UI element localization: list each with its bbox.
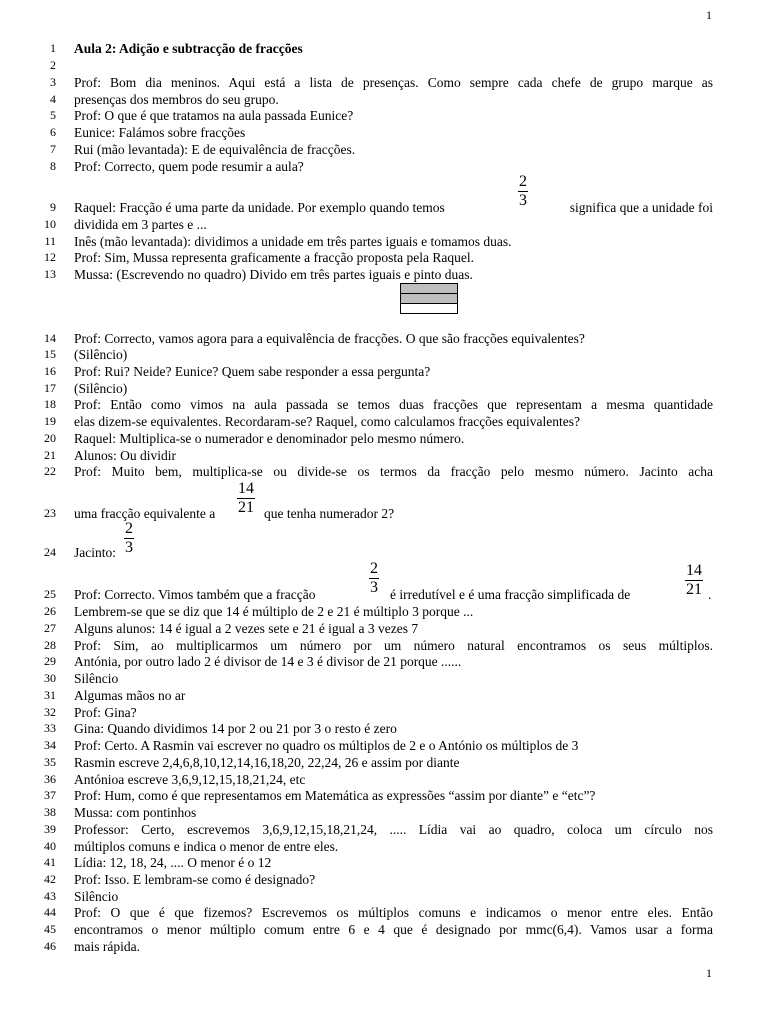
line-text: Lembrem-se que se diz que 14 é múltiplo de 2 e 21 é múltiplo 3 porque ...	[74, 604, 474, 619]
transcript-line	[0, 737, 768, 754]
line-text: elas dizem-se equivalentes. Recordaram-se? Raquel, como calculamos fracções equivalentes?	[74, 414, 581, 429]
line-text: mais rápida.	[74, 939, 140, 954]
transcript-line	[0, 330, 768, 347]
fraction-numerator: 14	[238, 480, 254, 497]
line-number: 18	[44, 397, 56, 411]
line-number: 34	[44, 738, 56, 752]
transcript-line	[0, 904, 768, 921]
line-number: 35	[44, 755, 56, 769]
line-text: significa que a unidade foi	[569, 200, 713, 215]
page-number-bottom: 1	[706, 966, 712, 980]
line-number: 31	[44, 688, 56, 702]
line-number: 9	[50, 200, 56, 214]
line-text: Prof: Certo. A Rasmin vai escrever no quadro os múltiplos de 2 e o António os múltiplos de 3	[74, 738, 579, 753]
transcript-line	[0, 871, 768, 888]
lesson-title: Aula 2: Adição e subtracção de fracções	[74, 41, 303, 56]
transcript-line	[0, 124, 768, 141]
line-text: Raquel: Fracção é uma parte da unidade. Por exemplo quando temos	[74, 200, 445, 215]
transcript-line	[0, 787, 768, 804]
line-number: 26	[44, 604, 56, 618]
line-number: 46	[44, 939, 56, 953]
transcript-line	[0, 447, 768, 464]
transcript-line	[0, 413, 768, 430]
transcript-line	[0, 620, 768, 637]
fraction-denominator: 21	[238, 499, 254, 516]
line-text: Rasmin escreve 2,4,6,8,10,12,14,16,18,20, 22,24, 26 e assim por diante	[74, 755, 460, 770]
line-text: Eunice: Falámos sobre fracções	[74, 125, 246, 140]
transcript-line	[0, 838, 768, 855]
line-text: Alunos: Ou dividir	[74, 448, 177, 463]
line-text: Professor: Certo, escrevemos 3,6,9,12,15,18,21,24, ..... Lídia vai ao quadro, coloca um círculo nos	[74, 822, 713, 837]
line-text: Mussa: (Escrevendo no quadro) Divido em três partes iguais e pinto duas.	[74, 267, 473, 282]
transcript-line	[0, 653, 768, 670]
transcript-line	[0, 888, 768, 905]
transcript-line	[0, 637, 768, 654]
transcript-line	[0, 603, 768, 620]
line-number: 39	[44, 822, 56, 836]
transcript-line	[0, 249, 768, 266]
fraction-diagram	[400, 283, 458, 314]
line-text: Inês (mão levantada): dividimos a unidade em três partes iguais e tomamos duas.	[74, 234, 512, 249]
fraction-numerator: 14	[686, 562, 702, 579]
line-number: 24	[44, 545, 56, 559]
transcript-line	[0, 670, 768, 687]
line-number: 29	[44, 654, 56, 668]
line-number: 3	[50, 75, 56, 89]
transcript-line	[0, 505, 768, 522]
line-text: dividida em 3 partes e ...	[74, 217, 207, 232]
line-number: 20	[44, 431, 56, 445]
diagram-part-shaded	[401, 284, 457, 294]
transcript-line	[0, 720, 768, 737]
transcript-line	[0, 363, 768, 380]
fraction-denominator: 3	[370, 579, 378, 596]
line-number: 37	[44, 788, 56, 802]
line-number: 27	[44, 621, 56, 635]
line-text: Prof: Hum, como é que representamos em Matemática as expressões “assim por diante” e “etc”?	[74, 788, 596, 803]
line-number: 42	[44, 872, 56, 886]
line-text: que tenha numerador 2?	[264, 506, 395, 521]
line-text: Prof: Bom dia meninos. Aqui está a lista de presenças. Como sempre cada chefe de grupo marque as	[74, 75, 713, 90]
line-text: Rui (mão levantada): E de equivalência de fracções.	[74, 142, 356, 157]
line-number: 2	[50, 58, 56, 72]
line-number: 12	[44, 250, 56, 264]
line-number: 33	[44, 721, 56, 735]
line-number: 15	[44, 347, 56, 361]
line-text: Jacinto:	[74, 545, 116, 560]
transcript-line	[0, 40, 768, 57]
line-text: Antónioa escreve 3,6,9,12,15,18,21,24, etc	[74, 772, 306, 787]
line-text: Prof: Isso. E lembram-se como é designado?	[74, 872, 316, 887]
transcript-line	[0, 544, 768, 561]
line-number: 17	[44, 381, 56, 395]
line-text: (Silêncio)	[74, 381, 128, 396]
transcript-line	[0, 216, 768, 233]
line-text: Alguns alunos: 14 é igual a 2 vezes sete e 21 é igual a 3 vezes 7	[74, 621, 419, 636]
line-text: Mussa: com pontinhos	[74, 805, 197, 820]
line-number: 30	[44, 671, 56, 685]
transcript-line	[0, 266, 768, 283]
transcript-line	[0, 771, 768, 788]
line-text: é irredutível e é uma fracção simplificada de	[390, 587, 631, 602]
transcript-line	[0, 938, 768, 955]
line-number: 28	[44, 638, 56, 652]
fraction-denominator: 3	[125, 539, 133, 556]
line-number: 19	[44, 414, 56, 428]
line-text: Prof: Sim, Mussa representa graficamente a fracção proposta pela Raquel.	[74, 250, 474, 265]
line-number: 23	[44, 506, 56, 520]
page-number-top: 1	[706, 8, 712, 22]
line-number: 22	[44, 464, 56, 478]
line-number: 41	[44, 855, 56, 869]
line-number: 16	[44, 364, 56, 378]
line-number: 1	[50, 41, 56, 55]
line-number: 6	[50, 125, 56, 139]
transcript-line	[0, 158, 768, 175]
line-number: 5	[50, 108, 56, 122]
line-text: Prof: O que é que tratamos na aula passada Eunice?	[74, 108, 354, 123]
line-text: múltiplos comuns e indica o menor de entre eles.	[74, 839, 339, 854]
fraction-denominator: 21	[686, 581, 702, 598]
transcript-line	[0, 804, 768, 821]
line-text: Prof: Muito bem, multiplica-se ou divide-se os termos da fracção pelo mesmo número. Jacinto acha	[74, 464, 713, 479]
line-text: Prof: Sim, ao multiplicarmos um número por um número natural encontramos os seus múltiplos.	[74, 638, 713, 653]
transcript-line	[0, 346, 768, 363]
line-number: 13	[44, 267, 56, 281]
line-text: Silêncio	[74, 671, 119, 686]
fraction-numerator: 2	[370, 560, 378, 577]
line-number: 21	[44, 448, 56, 462]
transcript-line	[0, 463, 768, 480]
transcript-line	[0, 74, 768, 91]
transcript-line	[0, 586, 768, 603]
transcript-line	[0, 141, 768, 158]
transcript-line	[0, 233, 768, 250]
transcript-line	[0, 199, 768, 216]
line-text: .	[708, 587, 712, 602]
line-number: 4	[50, 92, 56, 106]
line-number: 14	[44, 331, 56, 345]
fraction-denominator: 3	[519, 192, 527, 209]
transcript-line	[0, 91, 768, 108]
line-text: encontramos o menor múltiplo comum entre 6 e 4 que é designado por mmc(6,4). Vamos usar a forma	[74, 922, 713, 937]
line-number: 44	[44, 905, 56, 919]
line-text: (Silêncio)	[74, 347, 128, 362]
line-number: 36	[44, 772, 56, 786]
line-text: uma fracção equivalente a	[74, 506, 216, 521]
fraction-numerator: 2	[125, 520, 133, 537]
line-number: 38	[44, 805, 56, 819]
diagram-part-shaded	[401, 294, 457, 304]
line-text: Prof: Correcto, vamos agora para a equivalência de fracções. O que são fracções equivalentes?	[74, 331, 585, 346]
line-text: presenças dos membros do seu grupo.	[74, 92, 279, 107]
transcript-line	[0, 854, 768, 871]
line-number: 40	[44, 839, 56, 853]
line-text: Prof: Rui? Neide? Eunice? Quem sabe responder a essa pergunta?	[74, 364, 431, 379]
line-number: 43	[44, 889, 56, 903]
line-number: 45	[44, 922, 56, 936]
line-text: Raquel: Multiplica-se o numerador e denominador pelo mesmo número.	[74, 431, 465, 446]
line-number: 11	[44, 234, 56, 248]
line-text: Prof: Correcto, quem pode resumir a aula?	[74, 159, 304, 174]
line-text: Prof: Então como vimos na aula passada se temos duas fracções que representam a mesma quantidade	[74, 397, 713, 412]
transcript-line	[0, 107, 768, 124]
line-text: Prof: O que é que fizemos? Escrevemos os múltiplos comuns e indicamos o menor entre eles. Então	[74, 905, 713, 920]
transcript-line	[0, 921, 768, 938]
diagram-part-empty	[401, 304, 457, 313]
transcript-line	[0, 704, 768, 721]
transcript-line	[0, 430, 768, 447]
transcript-line	[0, 687, 768, 704]
transcript-line	[0, 380, 768, 397]
line-number: 25	[44, 587, 56, 601]
line-text: Lídia: 12, 18, 24, .... O menor é o 12	[74, 855, 272, 870]
line-text: Algumas mãos no ar	[74, 688, 186, 703]
line-number: 32	[44, 705, 56, 719]
line-text: Gina: Quando dividimos 14 por 2 ou 21 por 3 o resto é zero	[74, 721, 397, 736]
line-number: 10	[44, 217, 56, 231]
transcript-line	[0, 57, 768, 74]
transcript-line	[0, 821, 768, 838]
line-text: Prof: Gina?	[74, 705, 137, 720]
transcript-line	[0, 754, 768, 771]
transcript-line	[0, 396, 768, 413]
line-text: Prof: Correcto. Vimos também que a fracção	[74, 587, 316, 602]
line-text: Antónia, por outro lado 2 é divisor de 14 e 3 é divisor de 21 porque ......	[74, 654, 462, 669]
line-text: Silêncio	[74, 889, 119, 904]
line-number: 8	[50, 159, 56, 173]
fraction-numerator: 2	[519, 173, 527, 190]
line-number: 7	[50, 142, 56, 156]
